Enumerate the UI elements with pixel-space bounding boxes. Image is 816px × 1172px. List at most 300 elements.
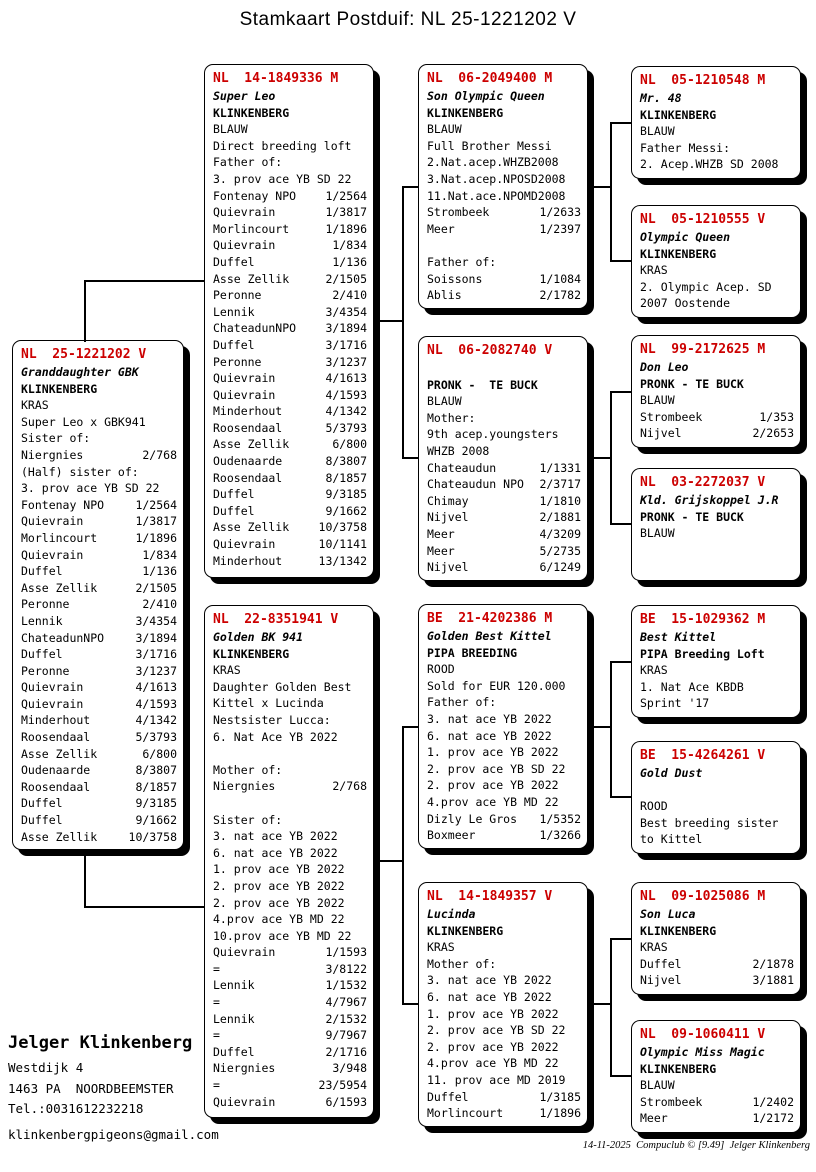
race-result-row [213, 403, 367, 420]
connector-line [402, 186, 418, 188]
pedigree-box-greatgrandparent-5 [631, 605, 801, 718]
pigeon-name [427, 360, 581, 377]
pigeon-name: Mr. 48 [640, 91, 682, 105]
race-name: Niergnies [213, 1061, 276, 1076]
race-name: Asse Zellik [213, 437, 290, 452]
race-name: Quievrain [213, 205, 276, 220]
info-line: BLAUW [640, 1078, 675, 1093]
box-lines [213, 105, 367, 570]
race-name: Quievrain [21, 514, 84, 529]
pedigree-box-grandmother-paternal [418, 336, 588, 581]
race-placing: 1/1896 [135, 530, 177, 545]
box-lines [640, 246, 794, 312]
pedigree-box-grandfather-maternal [418, 604, 588, 849]
pedigree-box-greatgrandparent-2 [631, 205, 801, 318]
race-name: Chateaudun NPO [427, 477, 524, 492]
owner-phone: Tel.:0031612232218 [8, 1101, 144, 1116]
info-line: 3. prov ace YB SD 22 [213, 171, 352, 186]
race-name: Peronne [21, 663, 70, 678]
race-name: Nijvel [427, 510, 469, 525]
race-placing: 9/1662 [325, 503, 367, 518]
pigeon-name: Gold Dust [640, 766, 703, 780]
connector-line [588, 186, 610, 188]
race-result-row [21, 746, 177, 763]
race-placing: 1/1532 [325, 978, 367, 993]
info-line: 2. prov ace YB 2022 [213, 878, 345, 893]
ring-number: NL 25-1221202 V [21, 347, 147, 362]
race-result-row [213, 944, 367, 961]
race-result-row [21, 646, 177, 663]
race-placing: 4/1593 [135, 696, 177, 711]
owner-address-city: 1463 PA NOORDBEEMSTER [8, 1081, 174, 1096]
race-placing: 1/1810 [539, 493, 581, 508]
info-line: KLINKENBERG [640, 923, 717, 938]
info-line: 3. prov ace YB SD 22 [21, 481, 160, 496]
race-result-row [213, 354, 367, 371]
race-result-row [640, 1110, 794, 1127]
race-placing: 2/1878 [752, 956, 794, 971]
race-name: = [213, 995, 220, 1010]
race-name: Asse Zellik [21, 746, 98, 761]
info-line: 1. prov ace YB 2022 [427, 1006, 559, 1021]
race-name: Lennik [21, 613, 63, 628]
info-line: KRAS [640, 663, 668, 678]
info-line: BLAUW [427, 122, 462, 137]
info-line: 11.Nat.ace.NPOMD2008 [427, 188, 566, 203]
race-placing: 5/3793 [325, 420, 367, 435]
race-result-row [213, 1027, 367, 1044]
info-line: KLINKENBERG [427, 105, 504, 120]
race-placing: 1/2397 [539, 221, 581, 236]
race-name: Asse Zellik [213, 520, 290, 535]
race-result-row [427, 1089, 581, 1106]
info-line: Kittel x Lucinda [213, 696, 324, 711]
race-placing: 4/7967 [325, 995, 367, 1010]
race-placing: 4/1613 [135, 680, 177, 695]
race-result-row [21, 563, 177, 580]
pigeon-name: Golden BK 941 [213, 630, 304, 644]
connector-line [402, 726, 404, 1005]
info-line: KRAS [640, 263, 668, 278]
race-result-row [21, 696, 177, 713]
race-name: Quievrain [21, 696, 84, 711]
race-placing: 3/948 [332, 1061, 367, 1076]
race-placing: 2/1782 [539, 288, 581, 303]
connector-line [610, 938, 612, 1077]
race-result-row [213, 436, 367, 453]
info-line: Sprint '17 [640, 696, 710, 711]
info-line: 2. Olympic Acep. SD [640, 279, 772, 294]
race-placing: 3/4354 [325, 304, 367, 319]
info-line: BLAUW [640, 526, 675, 541]
info-line: Father Messi: [640, 140, 731, 155]
race-placing: 3/8122 [325, 961, 367, 976]
info-line: Mother: [427, 410, 476, 425]
race-placing: 4/1593 [325, 387, 367, 402]
race-placing: 1/2564 [325, 188, 367, 203]
pedigree-box-subject [12, 340, 184, 850]
race-placing: 2/1505 [325, 271, 367, 286]
race-name: Chateaudun [427, 460, 497, 475]
race-placing: 1/136 [332, 254, 367, 269]
race-name: Morlincourt [427, 1106, 504, 1121]
pedigree-box-grandmother-maternal [418, 882, 588, 1127]
info-line: 4.prov ace YB MD 22 [213, 912, 345, 927]
ring-number: NL 14-1849357 V [427, 889, 553, 904]
pedigree-box-greatgrandparent-8 [631, 1020, 801, 1133]
race-name: = [213, 961, 220, 976]
race-name: Meer [427, 526, 455, 541]
race-name: Duffel [21, 813, 63, 828]
race-name: ChateadunNPO [21, 630, 105, 645]
info-line: Mother of: [427, 956, 497, 971]
race-name: Quievrain [213, 945, 276, 960]
connector-line [588, 457, 610, 459]
pigeon-name: Super Leo [213, 89, 276, 103]
info-line: 2007 Oostende [640, 296, 731, 311]
info-line: ROOD [427, 662, 455, 677]
race-result-row [213, 320, 367, 337]
info-line: 1. prov ace YB 2022 [213, 862, 345, 877]
ring-number: NL 05-1210548 M [640, 73, 766, 88]
info-line: 3. nat ace YB 2022 [213, 829, 338, 844]
info-line: Mother of: [213, 762, 283, 777]
race-placing: 2/1505 [135, 580, 177, 595]
info-line: 2. prov ace YB 2022 [427, 1039, 559, 1054]
race-result-row [213, 470, 367, 487]
connector-line [374, 860, 402, 862]
race-placing: 3/1894 [325, 321, 367, 336]
race-placing: 2/768 [142, 447, 177, 462]
race-name: ChateadunNPO [213, 321, 297, 336]
footer-credit: 14-11-2025 Compuclub © [9.49] Jelger Klinkenberg [582, 1140, 810, 1151]
pigeon-name: Lucinda [427, 907, 476, 921]
race-placing: 10/1141 [318, 537, 367, 552]
race-placing: 4/1342 [135, 713, 177, 728]
race-placing: 3/1894 [135, 630, 177, 645]
race-placing: 2/3717 [539, 477, 581, 492]
race-name: Quievrain [213, 387, 276, 402]
race-placing: 1/1593 [325, 945, 367, 960]
race-result-row [213, 1094, 367, 1111]
race-result-row [21, 762, 177, 779]
race-result-row [427, 287, 581, 304]
race-placing: 3/1716 [325, 337, 367, 352]
info-line: KLINKENBERG [640, 1061, 717, 1076]
race-name: Chimay [427, 493, 469, 508]
race-placing: 1/136 [142, 564, 177, 579]
info-line: Best breeding sister [640, 815, 779, 830]
race-name: Niergnies [213, 779, 276, 794]
box-lines [427, 377, 581, 576]
race-result-row [427, 526, 581, 543]
race-placing: 9/3185 [325, 487, 367, 502]
connector-line [84, 280, 86, 342]
race-result-row [640, 425, 794, 442]
pigeon-name: Olympic Queen [640, 230, 731, 244]
info-line: WHZB 2008 [427, 443, 490, 458]
pedigree-box-greatgrandparent-7 [631, 882, 801, 995]
race-name: Duffel [21, 796, 63, 811]
info-line: Daughter Golden Best [213, 679, 352, 694]
info-line: 4.prov ace YB MD 22 [427, 1056, 559, 1071]
race-result-row [21, 497, 177, 514]
pigeon-name: Son Luca [640, 907, 696, 921]
pigeon-name: Golden Best Kittel [427, 629, 552, 643]
box-lines [640, 107, 794, 173]
pedigree-box-grandfather-paternal [418, 64, 588, 309]
info-line: BLAUW [427, 394, 462, 409]
owner-email: klinkenbergpigeons@gmail.com [8, 1127, 219, 1142]
race-name: Roosendaal [213, 420, 283, 435]
race-placing: 1/1331 [539, 460, 581, 475]
race-name: Quievrain [21, 547, 84, 562]
race-result-row [213, 536, 367, 553]
race-placing: 10/3758 [128, 829, 177, 844]
info-line: (Half) sister of: [21, 464, 139, 479]
info-line: Sold for EUR 120.000 [427, 678, 566, 693]
info-line: KRAS [427, 940, 455, 955]
race-name: Soissons [427, 271, 483, 286]
race-result-row [213, 420, 367, 437]
race-name: Lennik [213, 304, 255, 319]
race-placing: 1/353 [759, 409, 794, 424]
box-lines [640, 782, 794, 848]
race-name: Morlincourt [213, 221, 290, 236]
race-placing: 4/3209 [539, 526, 581, 541]
info-line: 3. nat ace YB 2022 [427, 711, 552, 726]
race-placing: 2/1716 [325, 1044, 367, 1059]
ring-number: NL 06-2082740 V [427, 343, 553, 358]
race-name: Roosendaal [21, 730, 91, 745]
info-line: 2. prov ace YB SD 22 [427, 761, 566, 776]
info-line: 1. Nat Ace KBDB [640, 679, 744, 694]
race-result-row [427, 476, 581, 493]
race-placing: 1/2172 [752, 1111, 794, 1126]
race-name: Ablis [427, 288, 462, 303]
info-line [640, 782, 794, 799]
race-result-row [213, 553, 367, 570]
race-placing: 10/3758 [318, 520, 367, 535]
race-name: Nijvel [640, 426, 682, 441]
race-name: Minderhout [213, 404, 283, 419]
ring-number: NL 22-8351941 V [213, 612, 339, 627]
race-result-row [21, 547, 177, 564]
race-placing: 1/834 [142, 547, 177, 562]
race-result-row [213, 1060, 367, 1077]
race-result-row [213, 1077, 367, 1094]
race-name: Quievrain [21, 680, 84, 695]
race-name: Strombeek [640, 1094, 703, 1109]
race-result-row [21, 596, 177, 613]
pigeon-name: Son Olympic Queen [427, 89, 545, 103]
info-line: KLINKENBERG [640, 246, 717, 261]
connector-line [610, 523, 631, 525]
race-name: Asse Zellik [213, 271, 290, 286]
connector-line [402, 726, 418, 728]
connector-line [610, 938, 631, 940]
race-result-row [427, 221, 581, 238]
race-name: Nijvel [427, 560, 469, 575]
race-name: Quievrain [213, 1094, 276, 1109]
race-placing: 9/1662 [135, 813, 177, 828]
connector-line [84, 850, 86, 908]
race-name: Duffel [640, 956, 682, 971]
info-line: Father of: [213, 155, 283, 170]
race-result-row [21, 613, 177, 630]
race-name: Duffel [21, 564, 63, 579]
info-line: PRONK - TE BUCK [640, 509, 744, 524]
ring-number: NL 09-1025086 M [640, 889, 766, 904]
race-result-row [427, 543, 581, 560]
race-placing: 1/3266 [539, 828, 581, 843]
box-lines [21, 381, 177, 846]
race-placing: 3/1716 [135, 647, 177, 662]
race-result-row [213, 188, 367, 205]
race-placing: 1/3817 [135, 514, 177, 529]
race-placing: 3/1237 [135, 663, 177, 678]
info-line [213, 795, 367, 812]
race-name: = [213, 1028, 220, 1043]
info-line: to Kittel [640, 832, 703, 847]
race-placing: 4/1613 [325, 371, 367, 386]
race-placing: 2/1881 [539, 510, 581, 525]
race-placing: 9/3185 [135, 796, 177, 811]
race-result-row [213, 237, 367, 254]
race-name: Lennik [213, 1011, 255, 1026]
info-line: KRAS [640, 940, 668, 955]
connector-line [610, 661, 631, 663]
ring-number: NL 05-1210555 V [640, 212, 766, 227]
race-result-row [213, 778, 367, 795]
box-lines [640, 923, 794, 989]
pedigree-box-father [204, 64, 374, 578]
info-line: BLAUW [640, 393, 675, 408]
info-line: Father of: [427, 254, 497, 269]
race-result-row [213, 453, 367, 470]
connector-line [374, 320, 402, 322]
info-line: Super Leo x GBK941 [21, 414, 146, 429]
info-line: 10.prov ace YB MD 22 [213, 928, 352, 943]
race-name: Duffel [427, 1089, 469, 1104]
ring-number: BE 15-1029362 M [640, 612, 766, 627]
race-result-row [21, 580, 177, 597]
ring-number: NL 99-2172625 M [640, 342, 766, 357]
race-result-row [427, 1105, 581, 1122]
race-placing: 1/3817 [325, 205, 367, 220]
race-placing: 1/1896 [539, 1106, 581, 1121]
ring-number: BE 15-4264261 V [640, 748, 766, 763]
race-name: Quievrain [213, 238, 276, 253]
race-placing: 1/5352 [539, 811, 581, 826]
race-placing: 5/2735 [539, 543, 581, 558]
race-name: Duffel [213, 503, 255, 518]
info-line: Sister of: [213, 812, 283, 827]
race-result-row [21, 795, 177, 812]
race-result-row [21, 712, 177, 729]
race-placing: 4/1342 [325, 404, 367, 419]
box-lines [640, 1061, 794, 1127]
race-name: Oudenaarde [213, 454, 283, 469]
race-name: Boxmeer [427, 828, 476, 843]
race-result-row [427, 811, 581, 828]
race-placing: 6/800 [332, 437, 367, 452]
race-placing: 2/410 [142, 597, 177, 612]
box-lines [640, 646, 794, 712]
connector-line [84, 280, 204, 282]
race-name: Meer [640, 1111, 668, 1126]
race-placing: 6/1249 [539, 560, 581, 575]
race-name: Fontenay NPO [21, 497, 105, 512]
info-line: PRONK - TE BUCK [427, 377, 538, 392]
info-line: 6. nat ace YB 2022 [213, 845, 338, 860]
race-placing: 1/1896 [325, 221, 367, 236]
box-lines [640, 509, 794, 542]
ring-number: NL 14-1849336 M [213, 71, 339, 86]
race-placing: 1/834 [332, 238, 367, 253]
pigeon-name: Granddaughter GBK [21, 365, 139, 379]
box-lines [427, 923, 581, 1122]
info-line: BLAUW [640, 124, 675, 139]
race-result-row [21, 812, 177, 829]
race-name: Minderhout [213, 553, 283, 568]
connector-line [610, 260, 631, 262]
info-line: PIPA BREEDING [427, 645, 518, 660]
info-line: 9th acep.youngsters [427, 427, 559, 442]
race-name: Duffel [213, 337, 255, 352]
info-line: Sister of: [21, 431, 91, 446]
race-result-row [640, 972, 794, 989]
race-name: = [213, 1078, 220, 1093]
ring-number: NL 06-2049400 M [427, 71, 553, 86]
race-result-row [213, 370, 367, 387]
race-name: Morlincourt [21, 530, 98, 545]
info-line: 1. prov ace YB 2022 [427, 745, 559, 760]
info-line: 2. prov ace YB 2022 [213, 895, 345, 910]
race-result-row [640, 956, 794, 973]
connector-line [610, 391, 612, 525]
race-result-row [21, 829, 177, 846]
box-lines [427, 105, 581, 304]
connector-line [610, 122, 631, 124]
race-name: Peronne [21, 597, 70, 612]
race-name: Duffel [213, 254, 255, 269]
info-line: Direct breeding loft [213, 138, 352, 153]
race-result-row [427, 460, 581, 477]
race-name: Roosendaal [21, 779, 91, 794]
race-result-row [427, 509, 581, 526]
info-line: BLAUW [213, 122, 248, 137]
race-result-row [21, 513, 177, 530]
info-line: 6. nat ace YB 2022 [427, 728, 552, 743]
pigeon-name: Don Leo [640, 360, 689, 374]
race-placing: 3/1881 [752, 973, 794, 988]
connector-line [610, 391, 631, 393]
race-name: Meer [427, 543, 455, 558]
pigeon-name: Best Kittel [640, 630, 717, 644]
race-placing: 1/3185 [539, 1089, 581, 1104]
race-result-row [213, 961, 367, 978]
race-name: Minderhout [21, 713, 91, 728]
race-result-row [427, 204, 581, 221]
info-line: KLINKENBERG [21, 381, 98, 396]
info-line: KLINKENBERG [213, 105, 290, 120]
info-line [427, 237, 581, 254]
info-line: PIPA Breeding Loft [640, 646, 765, 661]
info-line: 11. prov ace MD 2019 [427, 1072, 566, 1087]
race-name: Peronne [213, 354, 262, 369]
connector-line [84, 906, 204, 908]
